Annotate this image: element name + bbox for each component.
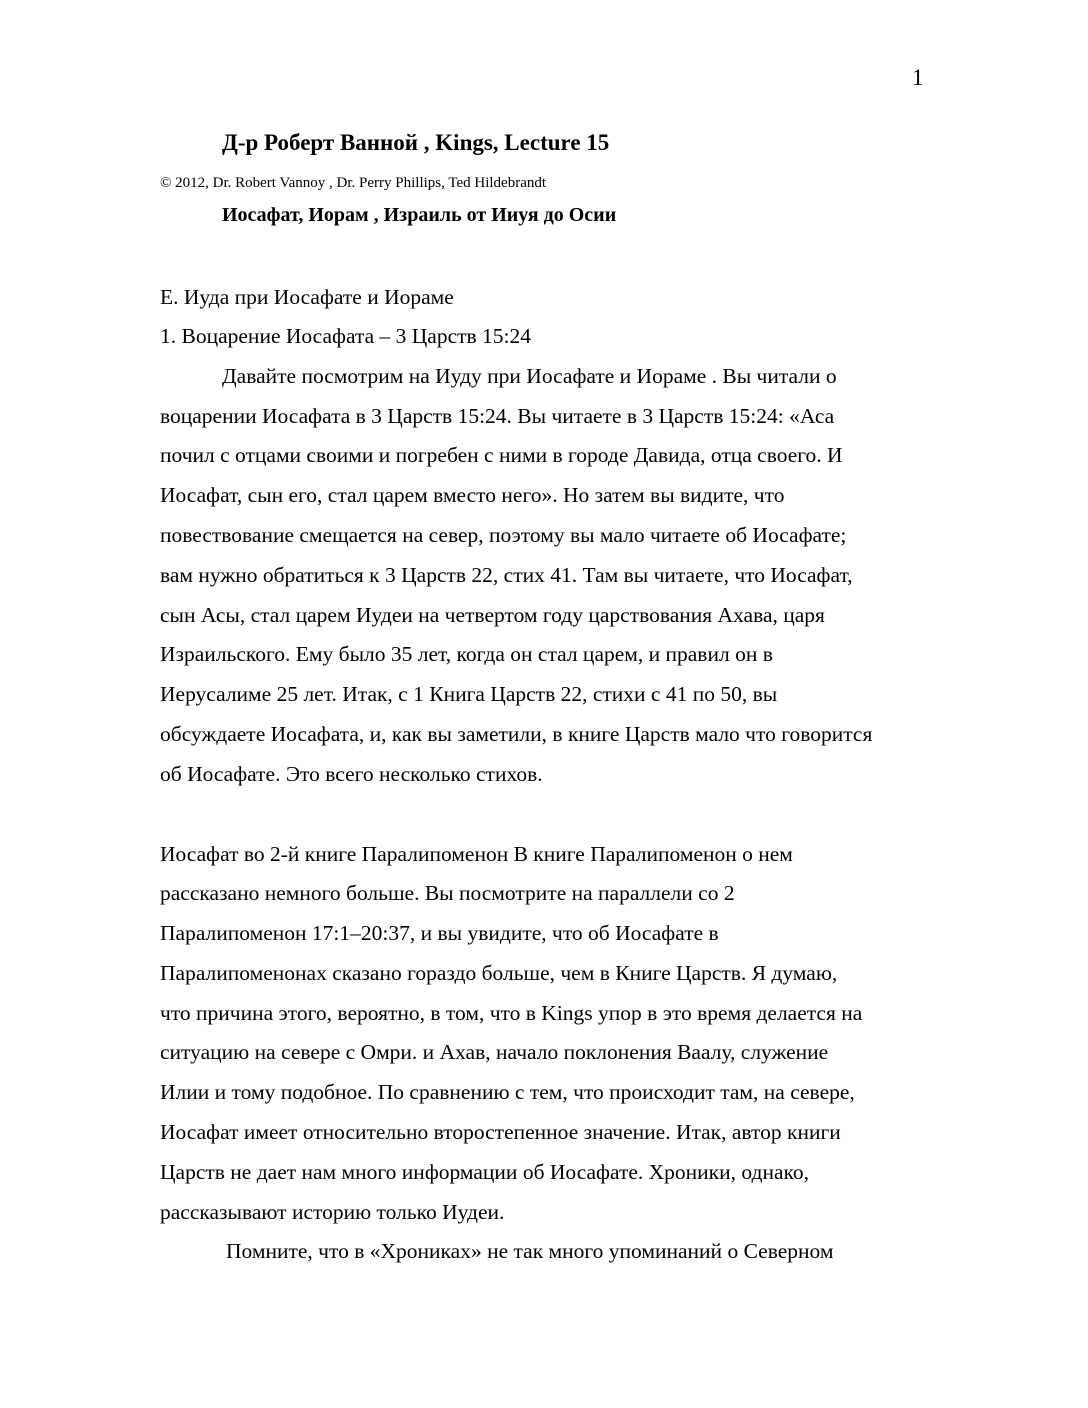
paragraph-2-line: Паралипоменонах сказано гораздо больше, чем в Книге Царств. Я думаю, <box>160 961 838 985</box>
paragraph-2-line: Иосафат имеет относительно второстепенное значение. Итак, автор книги <box>160 1120 841 1144</box>
paragraph-1-line: Израильского. Ему было 35 лет, когда он стал царем, и правил он в <box>160 642 773 666</box>
lecture-title: Д-р Роберт Ванной , Kings, Lecture 15 <box>222 130 610 155</box>
paragraph-2-line: Царств не дает нам много информации об Иосафате. Хроники, однако, <box>160 1160 809 1184</box>
section-heading: E. Иуда при Иосафате и Иораме <box>160 285 454 309</box>
paragraph-1-line: обсуждаете Иосафата, и, как вы заметили, в книге Царств мало что говорится <box>160 722 873 746</box>
paragraph-2-line: Илии и тому подобное. По сравнению с тем, что происходит там, на севере, <box>160 1080 855 1104</box>
paragraph-1-line: Иерусалиме 25 лет. Итак, с 1 Книга Царств 22, стихи с 41 по 50, вы <box>160 682 778 706</box>
paragraph-2-line: Паралипоменон 17:1–20:37, и вы увидите, что об Иосафате в <box>160 921 719 945</box>
paragraph-2-line: рассказывают историю только Иудеи. <box>160 1200 505 1224</box>
paragraph-1-line: почил с отцами своими и погребен с ними в городе Давида, отца своего. И <box>160 443 843 467</box>
page-number: 1 <box>912 65 924 90</box>
paragraph-1-line: повествование смещается на север, поэтому вы мало читаете об Иосафате; <box>160 523 847 547</box>
paragraph-2-line: ситуацию на севере с Омри. и Ахав, начало поклонения Ваалу, служение <box>160 1040 829 1064</box>
paragraph-1-line: Давайте посмотрим на Иуду при Иосафате и Иораме . Вы читали о <box>222 364 837 388</box>
paragraph-2-line: что причина этого, вероятно, в том, что в Kings упор в это время делается на <box>160 1001 863 1025</box>
paragraph-3-line: Помните, что в «Хрониках» не так много упоминаний о Северном <box>226 1239 834 1263</box>
paragraph-2-line: Иосафат во 2-й книге Паралипоменон В книге Паралипоменон о нем <box>160 842 793 866</box>
lecture-subtitle: Иосафат, Иорам , Израиль от Ииуя до Осии <box>222 204 617 226</box>
copyright-line: © 2012, Dr. Robert Vannoy , Dr. Perry Phillips, Ted Hildebrandt <box>160 175 547 191</box>
paragraph-1-line: вам нужно обратиться к 3 Царств 22, стих 41. Там вы читаете, что Иосафат, <box>160 563 853 587</box>
paragraph-2-line: рассказано немного больше. Вы посмотрите на параллели со 2 <box>160 881 735 905</box>
section-subheading: 1. Воцарение Иосафата – 3 Царств 15:24 <box>160 324 532 348</box>
paragraph-1-line: об Иосафате. Это всего несколько стихов. <box>160 762 543 786</box>
paragraph-1-line: воцарении Иосафата в 3 Царств 15:24. Вы читаете в 3 Царств 15:24: «Аса <box>160 404 835 428</box>
paragraph-1-line: Иосафат, сын его, стал царем вместо него». Но затем вы видите, что <box>160 483 785 507</box>
paragraph-1-line: сын Асы, стал царем Иудеи на четвертом году царствования Ахава, царя <box>160 603 825 627</box>
